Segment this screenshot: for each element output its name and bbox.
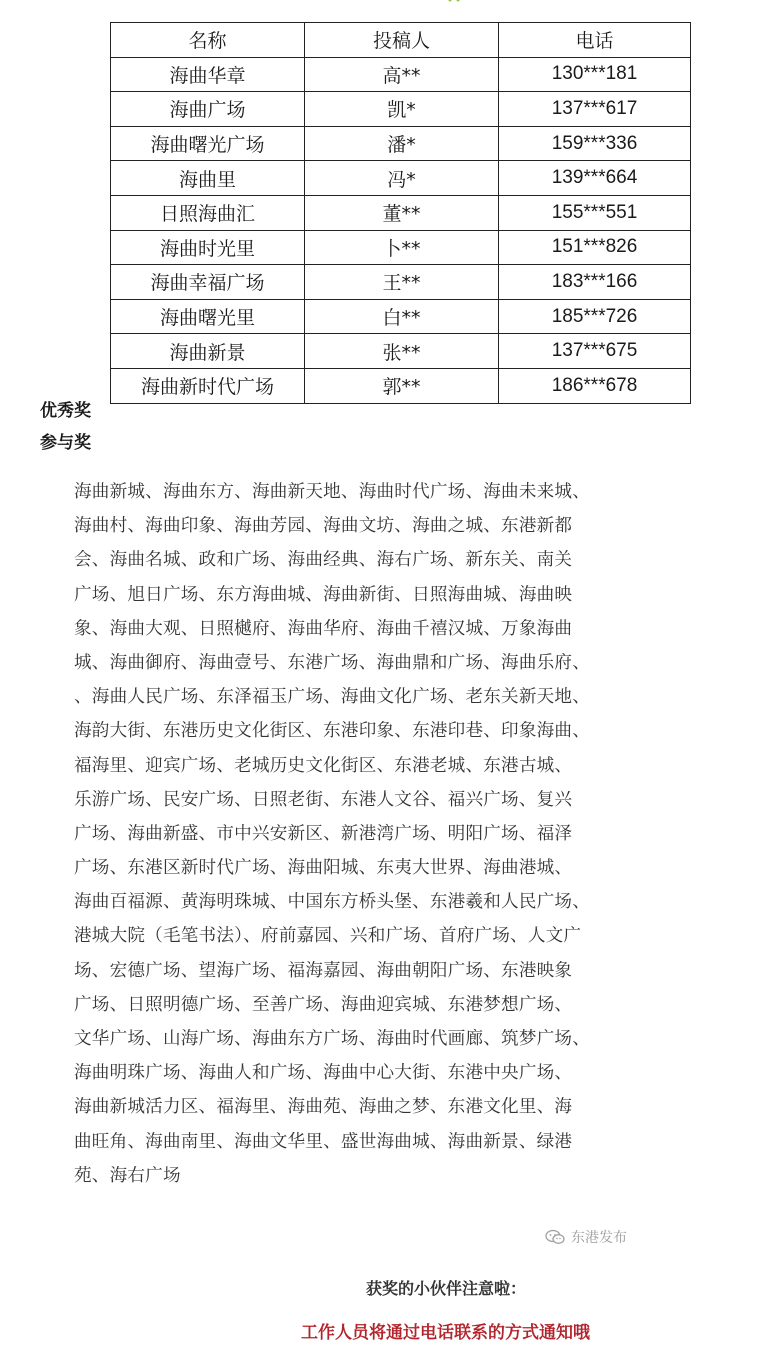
cell-submitter: 郭** [305, 368, 499, 403]
cell-name: 海曲时光里 [111, 230, 305, 265]
names-line: 曲旺角、海曲南里、海曲文华里、盛世海曲城、海曲新景、绿港 [74, 1131, 573, 1152]
cell-phone: 130***181 [499, 57, 691, 92]
cell-submitter: 潘* [305, 126, 499, 161]
cell-submitter: 董** [305, 195, 499, 230]
table-row [111, 334, 691, 369]
cell-submitter: 王** [305, 265, 499, 300]
table-header-row [111, 23, 691, 58]
names-line: 海曲百福源、黄海明珠城、中国东方桥头堡、东港羲和人民广场、 [74, 892, 591, 913]
names-line: 象、海曲大观、日照樾府、海曲华府、海曲千禧汉城、万象海曲 [74, 618, 573, 639]
names-line: 广场、旭日广场、东方海曲城、海曲新街、日照海曲城、海曲映 [74, 584, 573, 605]
names-line: 文华广场、山海广场、海曲东方广场、海曲时代画廊、筑梦广场、 [74, 1029, 591, 1049]
table-row [111, 299, 691, 334]
cell-submitter: 冯* [305, 161, 499, 196]
names-line: 乐游广场、民安广场、日照老街、东港人文谷、福兴广场、复兴 [74, 789, 573, 810]
watermark-text: 东港发布 [571, 1230, 627, 1246]
names-line: 广场、东港区新时代广场、海曲阳城、东夷大世界、海曲港城、 [74, 858, 573, 879]
cell-phone: 139***664 [499, 161, 691, 196]
cell-name: 海曲曙光里 [111, 299, 305, 334]
excellent-award-label: 优秀奖 [40, 401, 91, 421]
cell-name: 海曲里 [111, 161, 305, 196]
cell-submitter: 凯* [305, 92, 499, 127]
wechat-icon [545, 1229, 565, 1245]
cell-name: 海曲华章 [111, 57, 305, 92]
cell-phone: 155***551 [499, 195, 691, 230]
cell-name: 海曲新景 [111, 334, 305, 369]
winners-table [110, 22, 691, 404]
names-line: 场、宏德广场、望海广场、福海嘉园、海曲朝阳广场、东港映象 [74, 960, 573, 981]
cell-submitter: 白** [305, 299, 499, 334]
table-row [111, 265, 691, 300]
table-row [111, 230, 691, 265]
names-line: 福海里、迎宾广场、老城历史文化街区、东港老城、东港古城、 [74, 755, 573, 776]
cell-name: 日照海曲汇 [111, 195, 305, 230]
participation-award-label: 参与奖 [40, 433, 91, 453]
names-line: 广场、海曲新盛、市中兴安新区、新港湾广场、明阳广场、福泽 [74, 823, 573, 844]
notice-heading: 获奖的小伙伴注意啦： [366, 1279, 527, 1298]
names-line: 海曲明珠广场、海曲人和广场、海曲中心大街、东港中央广场、 [74, 1063, 573, 1084]
cell-submitter: 高** [305, 57, 499, 92]
table-row [111, 126, 691, 161]
names-line: 海曲新城活力区、福海里、海曲苑、海曲之梦、东港文化里、海 [74, 1097, 573, 1118]
cell-phone: 186***678 [499, 368, 691, 403]
table-row [111, 368, 691, 403]
cell-phone: 183***166 [499, 265, 691, 300]
table-row [111, 57, 691, 92]
header-phone: 电话 [499, 23, 691, 58]
names-line: 港城大院（毛笔书法）、府前嘉园、兴和广场、首府广场、人文广 [74, 926, 582, 947]
names-line: 海韵大街、东港历史文化街区、东港印象、东港印巷、印象海曲、 [74, 721, 591, 742]
names-line: 广场、日照明德广场、至善广场、海曲迎宾城、东港梦想广场、 [74, 994, 573, 1015]
table-row [111, 195, 691, 230]
header-name: 名称 [111, 23, 305, 58]
names-line: 、海曲人民广场、东泽福玉广场、海曲文化广场、老东关新天地、 [74, 687, 591, 708]
cell-name: 海曲新时代广场 [111, 368, 305, 403]
cell-phone: 159***336 [499, 126, 691, 161]
cell-phone: 185***726 [499, 299, 691, 334]
cell-name: 海曲曙光广场 [111, 126, 305, 161]
source-watermark [545, 1227, 627, 1247]
top-decoration [440, 0, 700, 8]
table-row [111, 92, 691, 127]
cell-submitter: 卜** [305, 230, 499, 265]
names-line: 海曲村、海曲印象、海曲芳园、海曲文坊、海曲之城、东港新都 [74, 516, 573, 537]
names-line: 苑、海右广场 [74, 1165, 181, 1186]
cell-submitter: 张** [305, 334, 499, 369]
names-line: 海曲新城、海曲东方、海曲新天地、海曲时代广场、海曲未来城、 [74, 482, 591, 502]
cell-phone: 151***826 [499, 230, 691, 265]
table-row [111, 161, 691, 196]
participation-names [74, 475, 634, 1193]
names-line: 会、海曲名城、政和广场、海曲经典、海右广场、新东关、南关 [74, 550, 573, 571]
cell-phone: 137***617 [499, 92, 691, 127]
names-line: 城、海曲御府、海曲壹号、东港广场、海曲鼎和广场、海曲乐府、 [74, 652, 591, 673]
cell-name: 海曲幸福广场 [111, 265, 305, 300]
header-submitter: 投稿人 [305, 23, 499, 58]
cell-name: 海曲广场 [111, 92, 305, 127]
notice-message: 工作人员将通过电话联系的方式通知哦 [301, 1323, 590, 1343]
cell-phone: 137***675 [499, 334, 691, 369]
